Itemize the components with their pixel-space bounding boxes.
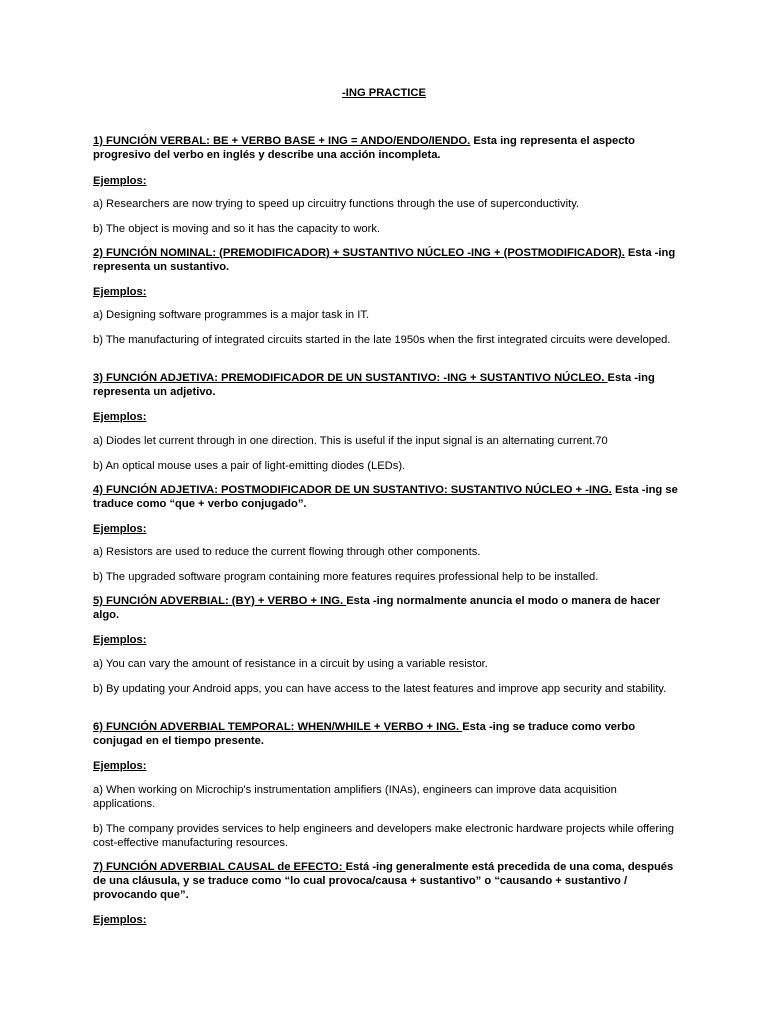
section-4-example-a: a) Resistors are used to reduce the current flowing through other components. bbox=[93, 546, 481, 558]
section-6-heading-underlined: 6) FUNCIÓN ADVERBIAL TEMPORAL: WHEN/WHILE + VERBO + ING. bbox=[93, 721, 463, 733]
section-2-heading bbox=[93, 246, 678, 274]
section-5-heading-underlined: 5) FUNCIÓN ADVERBIAL: (BY) + VERBO + ING. bbox=[93, 595, 347, 607]
section-2-example-a: a) Designing software programmes is a major task in IT. bbox=[93, 309, 370, 321]
section-3-example-a: a) Diodes let current through in one direction. This is useful if the input signal is an alternating current.70 bbox=[93, 435, 608, 447]
section-7-heading bbox=[93, 860, 678, 902]
section-3-examples-label: Ejemplos: bbox=[93, 411, 147, 423]
section-6-example-b: b) The company provides services to help engineers and developers make electronic hardware projects while offering cost-effective manufacturing resources. bbox=[93, 823, 675, 849]
section-7-examples-label: Ejemplos: bbox=[93, 914, 147, 926]
section-3-example-b: b) An optical mouse uses a pair of light-emitting diodes (LEDs). bbox=[93, 460, 406, 472]
section-4-example-b: b) The upgraded software program containing more features requires professional help to be installed. bbox=[93, 571, 599, 583]
section-3-heading-underlined: 3) FUNCIÓN ADJETIVA: PREMODIFICADOR DE UN SUSTANTIVO: -ING + SUSTANTIVO NÚCLEO. bbox=[93, 372, 608, 384]
section-6-example-a: a) When working on Microchip's instrumentation amplifiers (INAs), engineers can improve data acquisition applications. bbox=[93, 784, 617, 810]
section-5-heading bbox=[93, 594, 678, 622]
section-1-example-a: a) Researchers are now trying to speed up circuitry functions through the use of superconductivity. bbox=[93, 198, 580, 210]
section-7-heading-rest: Está -ing generalmente está precedida de una coma, después de una cláusula, y se traduce como “lo cual provoca/causa + sustantivo” o “causando + sustantivo / provocando que”. bbox=[93, 861, 674, 901]
section-4-heading-rest: Esta -ing se traduce como “que + verbo conjugado”. bbox=[93, 484, 678, 510]
page-title: -ING PRACTICE bbox=[342, 87, 426, 99]
section-3-heading bbox=[93, 371, 678, 399]
section-4-examples-label: Ejemplos: bbox=[93, 523, 147, 535]
section-3-heading-rest: Esta -ing representa un adjetivo. bbox=[93, 372, 655, 398]
section-4-heading-underlined: 4) FUNCIÓN ADJETIVA: POSTMODIFICADOR DE UN SUSTANTIVO: SUSTANTIVO NÚCLEO + -ING. bbox=[93, 484, 612, 496]
section-1-heading bbox=[93, 134, 678, 162]
section-2-examples-label: Ejemplos: bbox=[93, 286, 147, 298]
section-1-examples-label: Ejemplos: bbox=[93, 175, 147, 187]
section-1-example-b: b) The object is moving and so it has the capacity to work. bbox=[93, 223, 381, 235]
section-6-heading bbox=[93, 720, 678, 748]
section-2-example-b: b) The manufacturing of integrated circuits started in the late 1950s when the first integrated circuits were developed. bbox=[93, 334, 671, 346]
section-2-heading-underlined: 2) FUNCIÓN NOMINAL: (PREMODIFICADOR) + SUSTANTIVO NÚCLEO -ING + (POSTMODIFICADOR). bbox=[93, 247, 625, 259]
section-5-examples-label: Ejemplos: bbox=[93, 634, 147, 646]
section-7-heading-underlined: 7) FUNCIÓN ADVERBIAL CAUSAL de EFECTO: bbox=[93, 861, 346, 873]
section-5-example-b: b) By updating your Android apps, you can have access to the latest features and improve app security and stability. bbox=[93, 683, 667, 695]
section-4-heading bbox=[93, 483, 678, 511]
section-1-heading-underlined: 1) FUNCIÓN VERBAL: BE + VERBO BASE + ING = ANDO/ENDO/IENDO. bbox=[93, 135, 471, 147]
section-5-heading-rest: Esta -ing normalmente anuncia el modo o manera de hacer algo. bbox=[93, 595, 661, 621]
section-2-heading-rest: Esta -ing representa un sustantivo. bbox=[93, 247, 676, 273]
section-6-examples-label: Ejemplos: bbox=[93, 760, 147, 772]
section-6-heading-rest: Esta -ing se traduce como verbo conjugad en el tiempo presente. bbox=[93, 721, 636, 747]
section-5-example-a: a) You can vary the amount of resistance in a circuit by using a variable resistor. bbox=[93, 658, 488, 670]
section-1-heading-rest: Esta ing representa el aspecto progresivo del verbo en inglés y describe una acción incompleta. bbox=[93, 135, 635, 161]
